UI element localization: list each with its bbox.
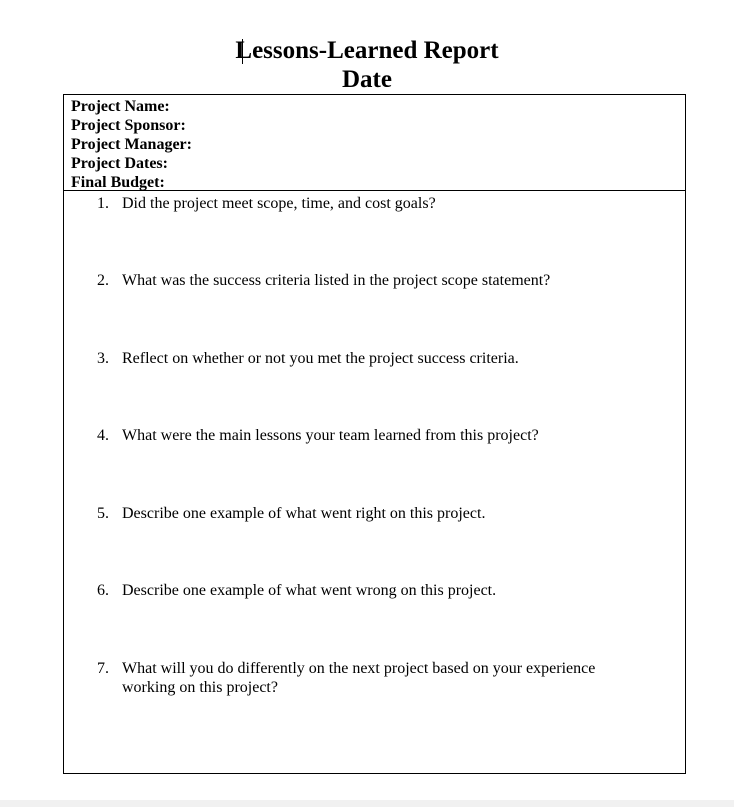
question-number: 4. [97,427,109,444]
question-text: Did the project meet scope, time, and cost goals? [122,195,436,212]
document-date-heading: Date [342,66,392,93]
project-dates-label: Project Dates: [71,155,168,172]
question-number: 6. [97,582,109,599]
question-text: What will you do differently on the next project based on your experience working on this project? [122,660,596,696]
question-text: Describe one example of what went right on this project. [122,505,486,522]
page-bottom-edge [0,800,734,807]
project-info-cell[interactable] [64,95,685,191]
question-text: What was the success criteria listed in the project scope statement? [122,272,551,289]
question-number: 1. [97,195,109,212]
question-number: 5. [97,505,109,522]
document-title: Lessons-Learned Report [235,37,499,64]
question-number: 2. [97,272,109,289]
report-table [63,94,686,774]
project-name-label: Project Name: [71,98,170,115]
question-number: 3. [97,350,109,367]
project-sponsor-label: Project Sponsor: [71,117,186,134]
question-text: What were the main lessons your team learned from this project? [122,427,539,444]
project-manager-label: Project Manager: [71,136,192,153]
question-text: Describe one example of what went wrong on this project. [122,582,497,599]
question-text: Reflect on whether or not you met the project success criteria. [122,350,519,367]
question-number: 7. [97,660,109,677]
final-budget-label: Final Budget: [71,174,165,191]
